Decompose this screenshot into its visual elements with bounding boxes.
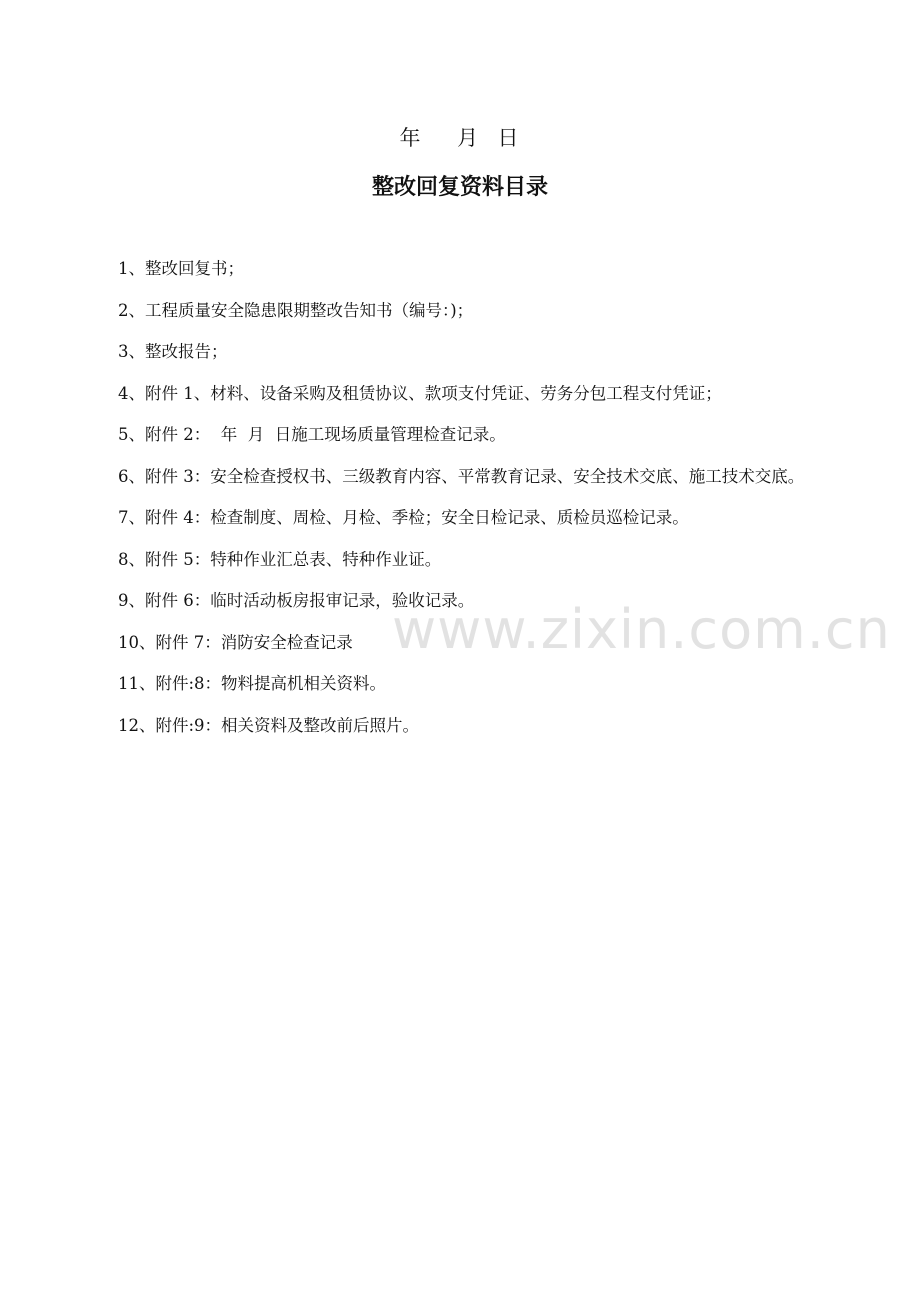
date-line: 年 月 日 (399, 126, 521, 150)
list-item: 7、附件 4：检查制度、周检、月检、季检；安全日检记录、质检员巡检记录。 (118, 508, 689, 527)
list-item: 1、整改回复书； (118, 259, 244, 278)
list-item: 5、附件 2： 年 月 日施工现场质量管理检查记录。 (118, 425, 506, 444)
list-item: 11、附件:8：物料提高机相关资料。 (118, 674, 387, 693)
list-item: 6、附件 3：安全检查授权书、三级教育内容、平常教育记录、安全技术交底、施工技术交底。 (118, 466, 805, 486)
list-item: 2、工程质量安全隐患限期整改告知书（编号：)； (118, 300, 474, 320)
watermark: www.zixin.com.cn (392, 598, 891, 661)
list-item: 9、附件 6：临时活动板房报审记录，验收记录。 (118, 591, 475, 610)
list-item: 8、附件 5：特种作业汇总表、特种作业证。 (118, 549, 442, 569)
list-item: 12、附件:9：相关资料及整改前后照片。 (118, 715, 420, 735)
list-item: 10、附件 7：消防安全检查记录 (118, 632, 353, 652)
contents-list (118, 248, 808, 746)
list-item: 4、附件 1、材料、设备采购及租赁协议、款项支付凭证、劳务分包工程支付凭证； (118, 383, 722, 403)
list-item: 3、整改报告； (118, 342, 228, 361)
document-title: 整改回复资料目录 (371, 175, 548, 200)
